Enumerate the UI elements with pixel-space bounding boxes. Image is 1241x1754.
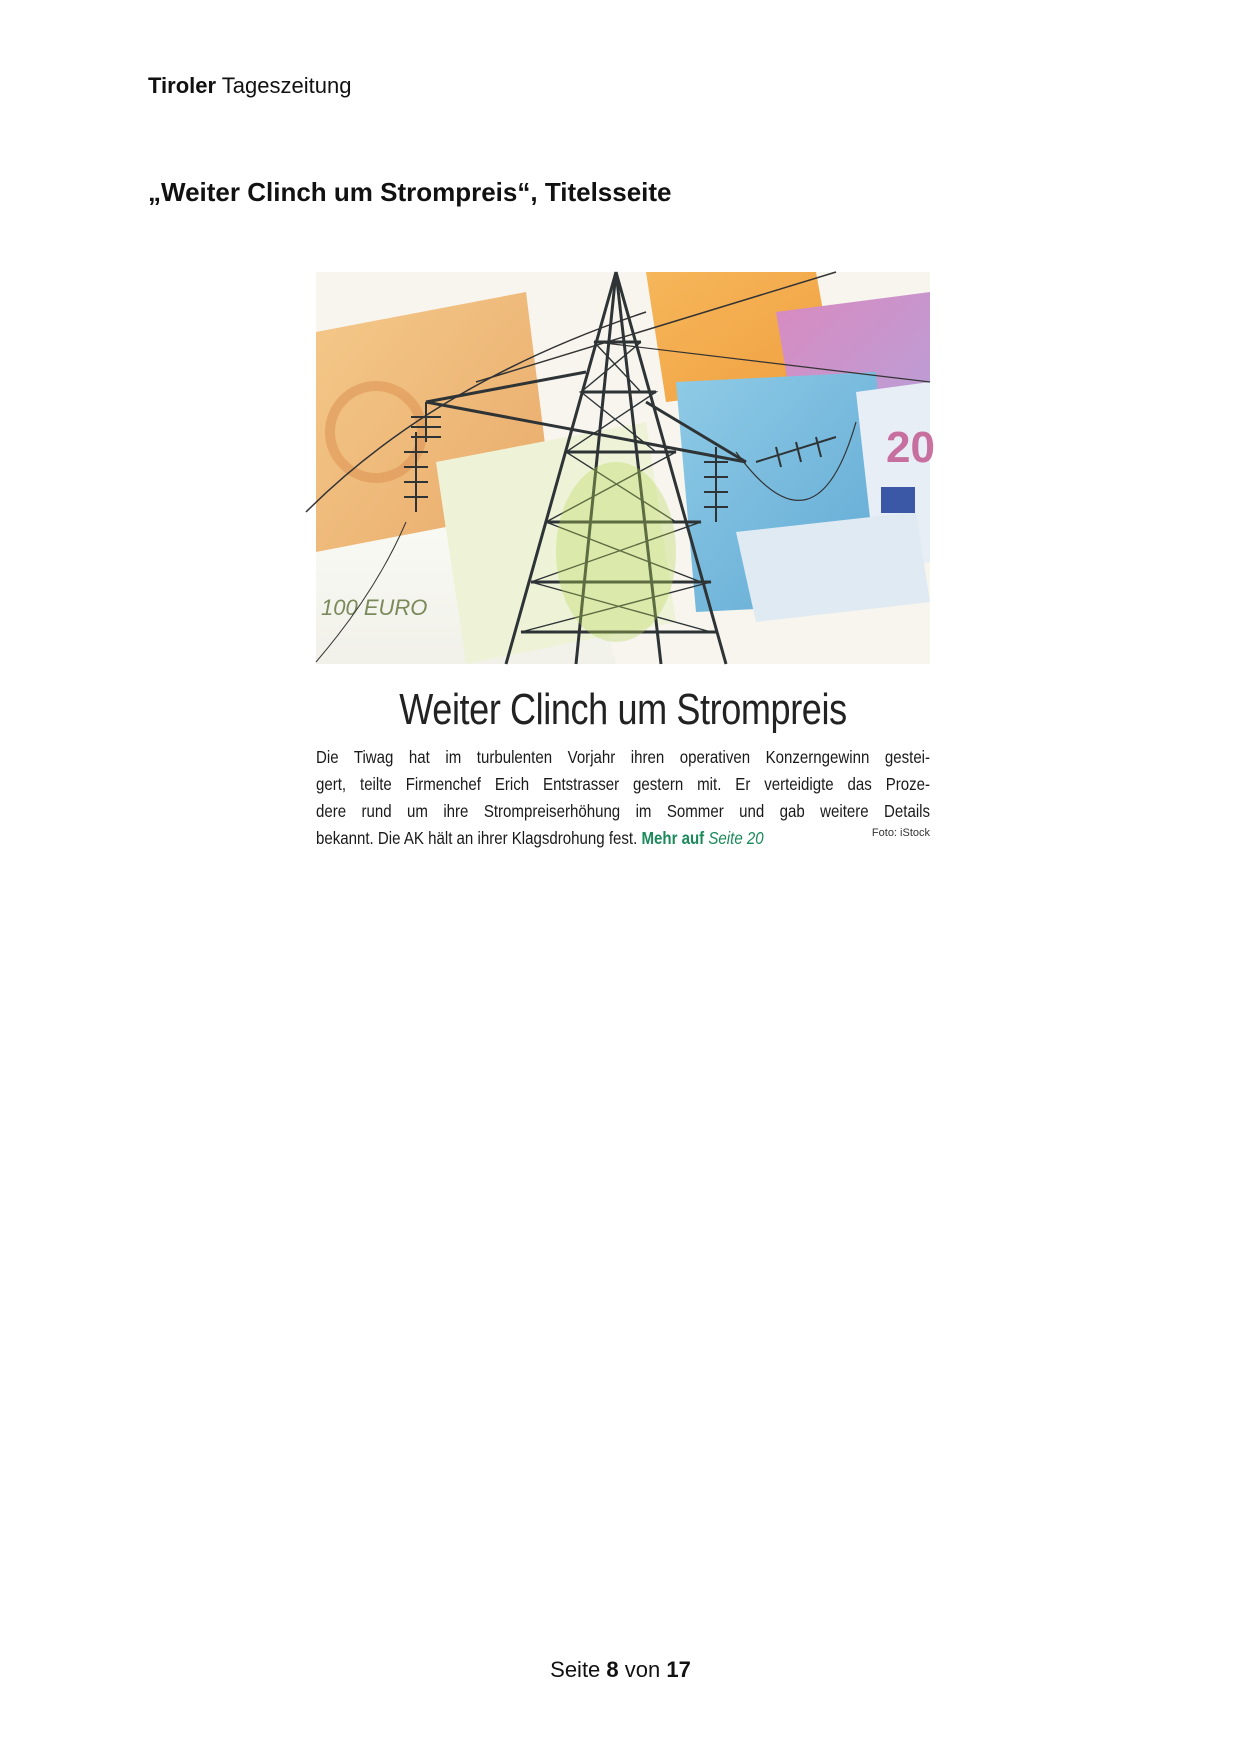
body-line-last — [316, 825, 930, 852]
publication-name-rest: Tageszeitung — [216, 73, 352, 98]
page-middle: von — [618, 1657, 667, 1682]
total-page-count: 17 — [666, 1657, 691, 1682]
publication-name-bold: Tiroler — [148, 73, 217, 98]
banknote-label-100: 100 EURO — [321, 595, 428, 620]
clipping-body-text — [316, 744, 930, 852]
clipping-headline: Weiter Clinch um Strompreis — [399, 685, 847, 734]
publication-header — [148, 72, 351, 100]
document-title: „Weiter Clinch um Strompreis“, Titelsseite — [148, 177, 672, 207]
more-label: Mehr auf — [641, 828, 705, 848]
body-line: dere rund um ihre Strompreiserhöhung im Sommer und gab weitere Details — [316, 801, 931, 821]
body-line: gert, teilte Firmenchef Erich Entstrasser gestern mit. Er verteidigte das Proze- — [316, 774, 931, 794]
page-reference: Seite 20 — [708, 828, 764, 848]
body-last-text: bekannt. Die AK hält an ihrer Klagsdrohung fest. — [316, 828, 638, 848]
body-line: Die Tiwag hat im turbulenten Vorjahr ihren operativen Konzerngewinn gestei- — [316, 747, 931, 767]
photo-credit: Foto: iStock — [871, 827, 930, 839]
page-prefix: Seite — [550, 1657, 607, 1682]
page-footer — [0, 1656, 1241, 1684]
banknote-label-20: 20 — [886, 423, 935, 472]
current-page-number: 8 — [606, 1657, 619, 1682]
clipping-photo — [316, 272, 935, 664]
newspaper-clipping — [316, 272, 935, 848]
power-pylon-banknotes-image — [316, 272, 935, 664]
